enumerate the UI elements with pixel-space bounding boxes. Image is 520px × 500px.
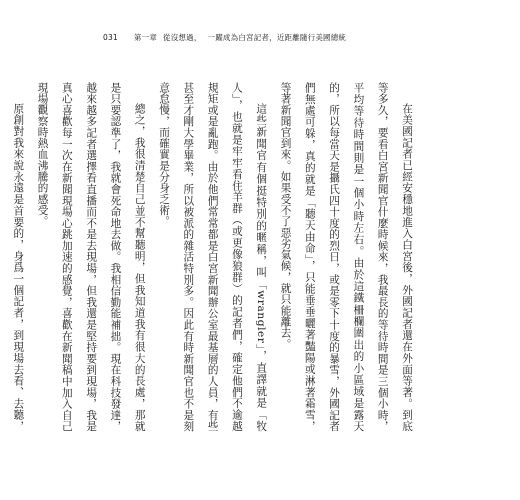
chapter-label: 第一章 [133,32,158,42]
paragraph-3: 總之，我很清楚自己並不幫聽明，但我知道我有很大的長處，那就是只要認準了，我就會死命地去做。我相信勤能補拙。現在科技發達，越來越多記者選擇看直播而不是去現場，但我還是堅持要到現場，我是真心喜歡每一次在新聞現場心跳加速的感覺，喜歡在新聞稿中加入自己現場觀察時熱血沸騰的感受。 [36,82,146,432]
paragraph-4: 原創對我來說永遠是首要的，身爲一個記者，到現場去看、去聽， [12,103,25,432]
running-header [103,30,433,44]
paragraph-2: 這些新聞官有個挺特別的暱稱，叫「wrangler」，直譯就是「牧人」，也就是牢牢看住羊群（或更像狼群）的記者們，確定他們不逾越規矩或是亂跑。由於他們常常都是白宮新聞辦公室最基層的人員，有些甚至才剛大學畢業，所以被派的雜活特別多。因此有時新聞官也不是刻意怠慢，而確實是分身乏術。 [158,82,268,432]
paragraph-1: 在美國記者已經安穩地進入白宮後，外國記者還在外面等著。到底等多久，要看白宮新聞官什麼時候來，我最長的等待時間是三個小時，平均等待時間則是一個小時左右。由於這鐵柵欄圍出的小區域是露天的，所以每當天是攝氏四十度的烈日，或是零下十度的暴雪，外國記者們無處可躲，真的就是「聽天由命」，只能垂垂曬著豔陽或淋著霜雪，等著新聞官到來。如果受不了惡劣氣候，就只能離去。 [279,82,413,432]
body-text [12,82,419,432]
page-number: 031 [103,32,118,42]
header-subtitle-lead: 從沒想過， [163,32,202,42]
chapter-title: 一躍成為白宮記者，近距離隨行美國總統 [207,32,347,42]
